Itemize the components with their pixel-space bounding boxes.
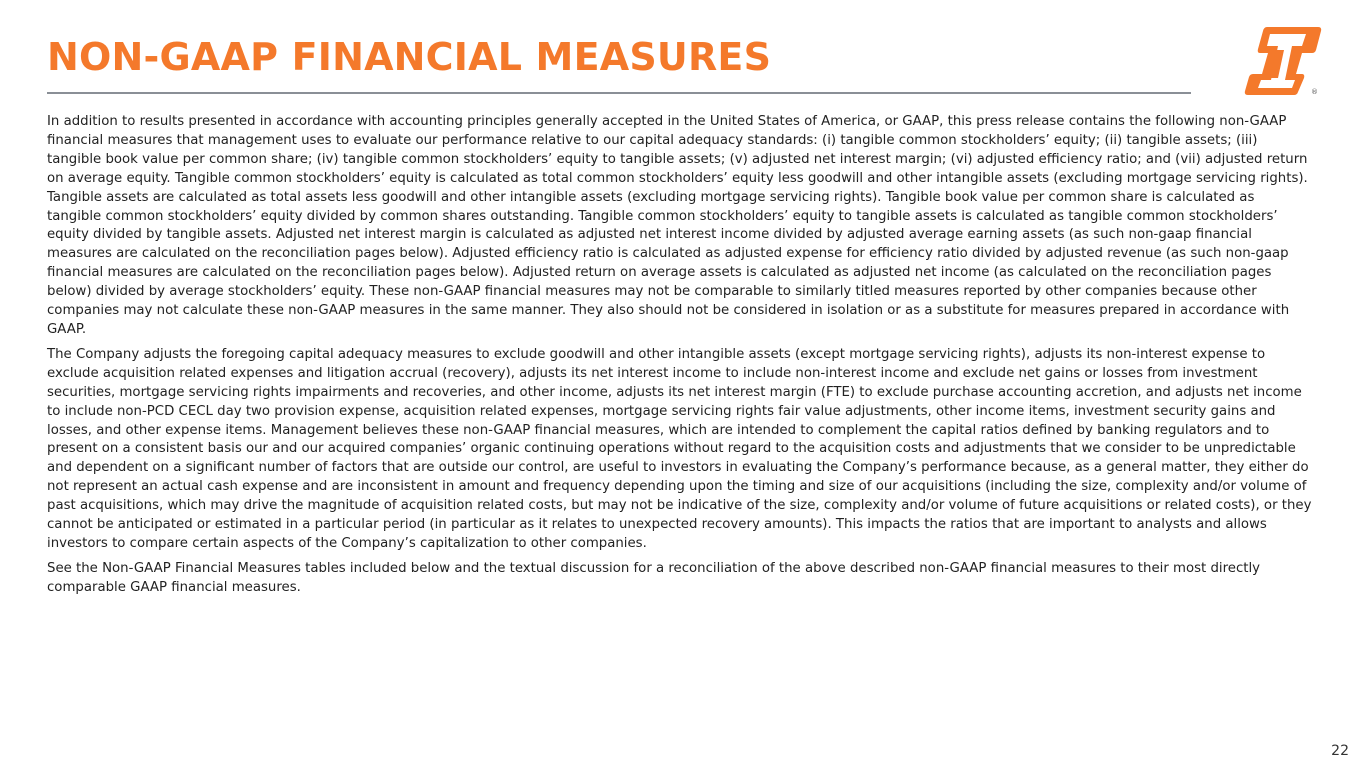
first-i-logo-icon: [1240, 24, 1324, 98]
page-title: NON-GAAP FINANCIAL MEASURES: [47, 35, 772, 79]
registered-mark: ®: [1311, 88, 1318, 96]
paragraph-adjustments: The Company adjusts the foregoing capital adequacy measures to exclude goodwill and other intangible assets (except mortgage servicing rights), adjusts its non-interest expense to exclude acquisition related expenses and litigation accrual (recovery), adjusts its net interest income to include non-interest income and exclude net gains or losses from investment securities, mortgage servicing rights impairments and recoveries, and other income, adjusts its net interest margin (FTE) to exclude purchase accounting accretion, and adjusts net income to include non-PCD CECL day two provision expense, acquisition related expenses, mortgage servicing rights fair value adjustments, other income items, investment security gains and losses, and other expense items. Management believes these non-GAAP financial measures, which are intended to complement the capital ratios defined by banking regulators and to present on a consistent basis our and our acquired companies’ organic continuing operations without regard to the acquisition costs and adjustments that we consider to be unpredictable and dependent on a significant number of factors that are outside our control, are useful to investors in evaluating the Company’s performance because, as a general matter, they either do not represent an actual cash expense and are inconsistent in amount and frequency depending upon the timing and size of our acquisitions (including the size, complexity and/or volume of past acquisitions, which may drive the magnitude of acquisition related costs, but may not be indicative of the size, complexity and/or volume of future acquisitions or related costs), or they cannot be anticipated or estimated in a particular period (in particular as it relates to unexpected recovery amounts). This impacts the ratios that are important to analysts and allows investors to compare certain aspects of the Company’s capitalization to other companies.: [47, 346, 1312, 551]
page-number: 22: [1331, 743, 1349, 759]
body-text: [47, 113, 1312, 604]
title-divider: [47, 92, 1191, 94]
company-logo: [1240, 24, 1324, 98]
paragraph-definitions: In addition to results presented in accordance with accounting principles generally accepted in the United States of America, or GAAP, this press release contains the following non-GAAP financial measures that management uses to evaluate our performance relative to our capital adequacy standards: (i) tangible common stockholders’ equity; (ii) tangible assets; (iii) tangible book value per common share; (iv) tangible common stockholders’ equity to tangible assets; (v) adjusted net interest margin; (vi) adjusted efficiency ratio; and (vii) adjusted return on average equity. Tangible common stockholders’ equity is calculated as total common stockholders’ equity less goodwill and other intangible assets (excluding mortgage servicing rights). Tangible assets are calculated as total assets less goodwill and other intangible assets (excluding mortgage servicing rights). Tangible book value per common share is calculated as tangible common stockholders’ equity divided by common shares outstanding. Tangible common stockholders’ equity to tangible assets is calculated as tangible common stockholders’ equity divided by tangible assets. Adjusted net interest margin is calculated as adjusted net interest income divided by adjusted average earning assets (as such non-gaap financial measures are calculated on the reconciliation pages below). Adjusted efficiency ratio is calculated as adjusted expense for efficiency ratio divided by adjusted revenue (as such non-gaap financial measures are calculated on the reconciliation pages below). Adjusted return on average assets is calculated as adjusted net income (as calculated on the reconciliation pages below) divided by average stockholders’ equity. These non-GAAP financial measures may not be comparable to similarly titled measures reported by other companies because other companies may not calculate these non-GAAP measures in the same manner. They also should not be considered in isolation or as a substitute for measures prepared in accordance with GAAP.: [47, 114, 1308, 337]
paragraph-reconciliation: See the Non-GAAP Financial Measures tables included below and the textual discussion for a reconciliation of the above described non-GAAP financial measures to their most directly comparable GAAP financial measures.: [47, 560, 1261, 595]
